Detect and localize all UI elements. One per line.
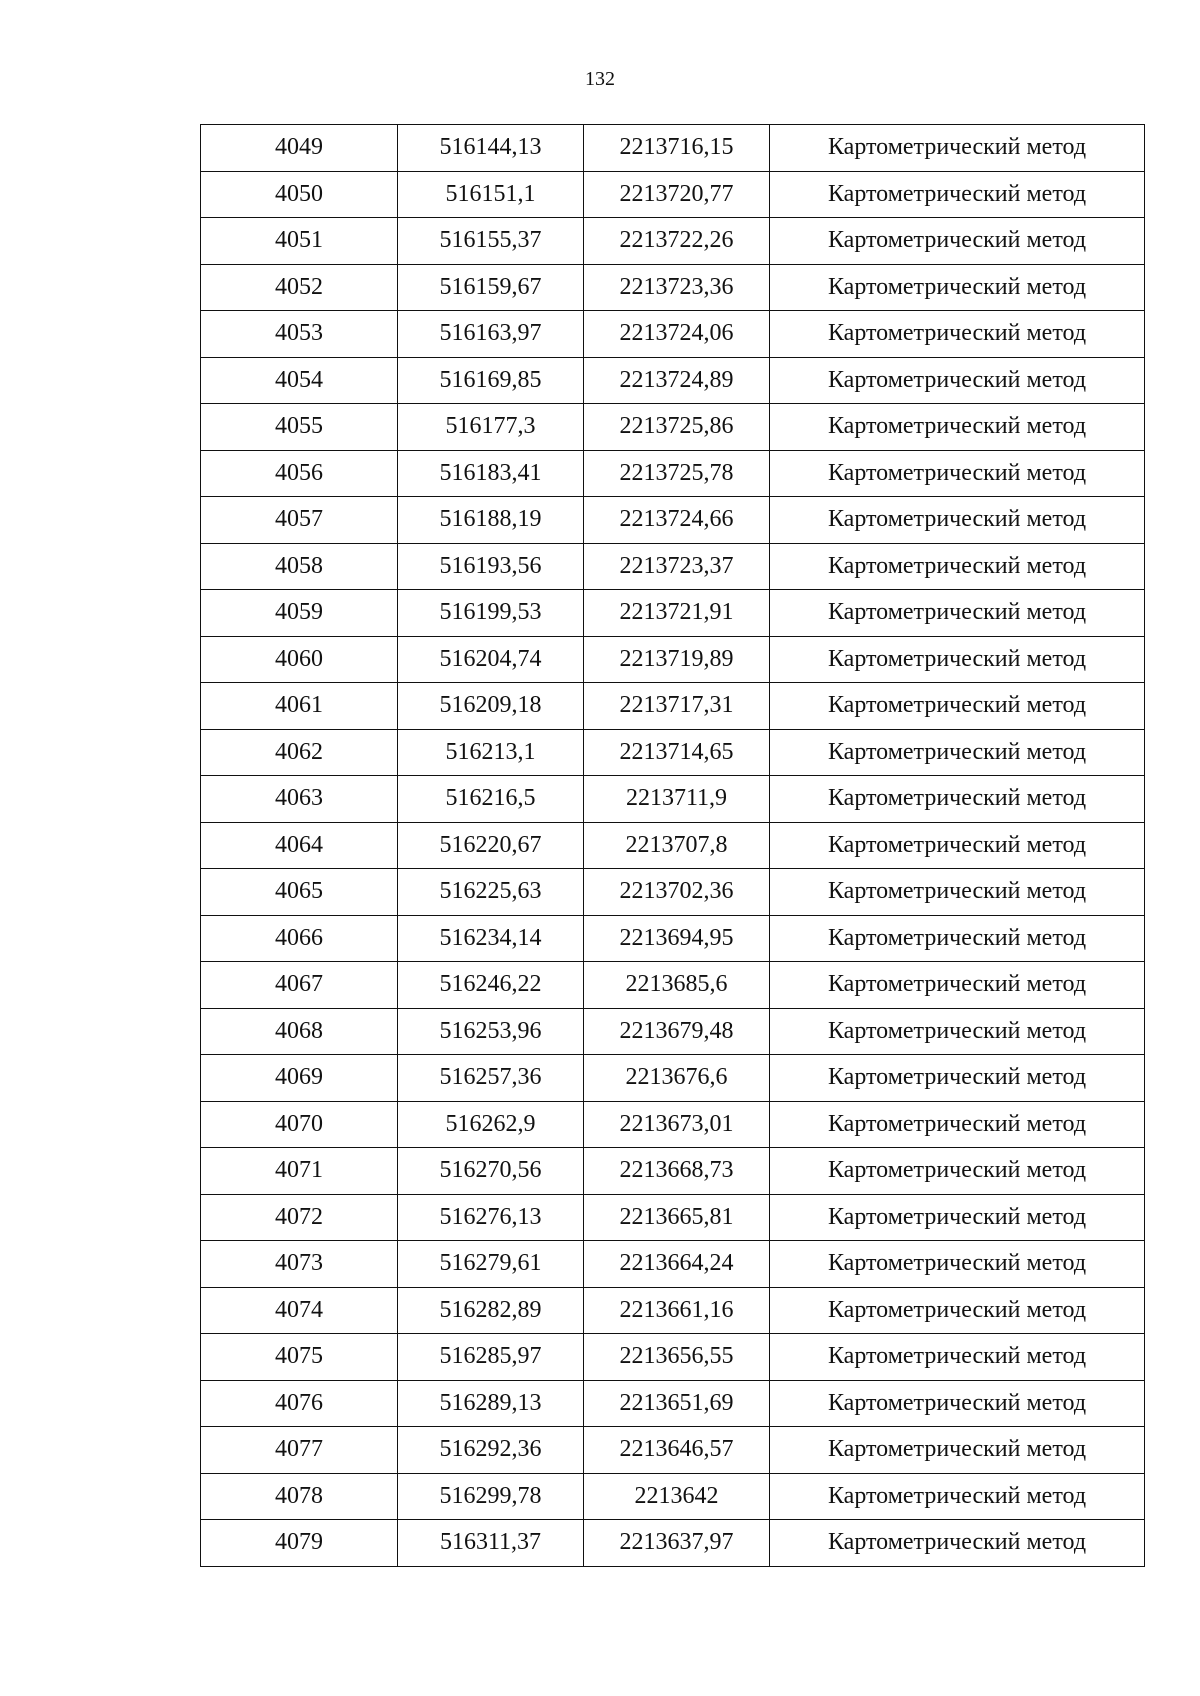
x-coordinate-cell: 516216,5 [398, 776, 584, 823]
y-coordinate-cell: 2213723,37 [584, 543, 770, 590]
table-row [201, 125, 1145, 172]
y-coordinate-cell: 2213723,36 [584, 264, 770, 311]
point-number-cell: 4062 [201, 729, 398, 776]
method-cell: Картометрический метод [770, 264, 1145, 311]
table-row [201, 962, 1145, 1009]
point-number-cell: 4075 [201, 1334, 398, 1381]
method-cell: Картометрический метод [770, 590, 1145, 637]
point-number-cell: 4070 [201, 1101, 398, 1148]
x-coordinate-cell: 516225,63 [398, 869, 584, 916]
y-coordinate-cell: 2213725,78 [584, 450, 770, 497]
method-cell: Картометрический метод [770, 311, 1145, 358]
y-coordinate-cell: 2213716,15 [584, 125, 770, 172]
x-coordinate-cell: 516270,56 [398, 1148, 584, 1195]
x-coordinate-cell: 516199,53 [398, 590, 584, 637]
table-row [201, 915, 1145, 962]
coordinates-table [200, 124, 1145, 1567]
point-number-cell: 4059 [201, 590, 398, 637]
method-cell: Картометрический метод [770, 125, 1145, 172]
x-coordinate-cell: 516209,18 [398, 683, 584, 730]
point-number-cell: 4057 [201, 497, 398, 544]
table-row [201, 1148, 1145, 1195]
y-coordinate-cell: 2213685,6 [584, 962, 770, 1009]
y-coordinate-cell: 2213725,86 [584, 404, 770, 451]
y-coordinate-cell: 2213722,26 [584, 218, 770, 265]
y-coordinate-cell: 2213651,69 [584, 1380, 770, 1427]
table-row [201, 1241, 1145, 1288]
x-coordinate-cell: 516262,9 [398, 1101, 584, 1148]
table-row [201, 683, 1145, 730]
point-number-cell: 4079 [201, 1520, 398, 1567]
y-coordinate-cell: 2213661,16 [584, 1287, 770, 1334]
y-coordinate-cell: 2213665,81 [584, 1194, 770, 1241]
method-cell: Картометрический метод [770, 729, 1145, 776]
x-coordinate-cell: 516188,19 [398, 497, 584, 544]
y-coordinate-cell: 2213707,8 [584, 822, 770, 869]
x-coordinate-cell: 516144,13 [398, 125, 584, 172]
table-row [201, 1194, 1145, 1241]
point-number-cell: 4060 [201, 636, 398, 683]
y-coordinate-cell: 2213646,57 [584, 1427, 770, 1474]
table-row [201, 497, 1145, 544]
method-cell: Картометрический метод [770, 1008, 1145, 1055]
y-coordinate-cell: 2213656,55 [584, 1334, 770, 1381]
x-coordinate-cell: 516177,3 [398, 404, 584, 451]
point-number-cell: 4056 [201, 450, 398, 497]
y-coordinate-cell: 2213679,48 [584, 1008, 770, 1055]
x-coordinate-cell: 516204,74 [398, 636, 584, 683]
table-row [201, 171, 1145, 218]
method-cell: Картометрический метод [770, 1520, 1145, 1567]
x-coordinate-cell: 516311,37 [398, 1520, 584, 1567]
x-coordinate-cell: 516213,1 [398, 729, 584, 776]
method-cell: Картометрический метод [770, 450, 1145, 497]
table-row [201, 1334, 1145, 1381]
point-number-cell: 4053 [201, 311, 398, 358]
point-number-cell: 4069 [201, 1055, 398, 1102]
point-number-cell: 4068 [201, 1008, 398, 1055]
point-number-cell: 4071 [201, 1148, 398, 1195]
point-number-cell: 4061 [201, 683, 398, 730]
y-coordinate-cell: 2213719,89 [584, 636, 770, 683]
table-row [201, 822, 1145, 869]
point-number-cell: 4050 [201, 171, 398, 218]
method-cell: Картометрический метод [770, 1241, 1145, 1288]
method-cell: Картометрический метод [770, 404, 1145, 451]
point-number-cell: 4051 [201, 218, 398, 265]
x-coordinate-cell: 516151,1 [398, 171, 584, 218]
x-coordinate-cell: 516279,61 [398, 1241, 584, 1288]
table-row [201, 311, 1145, 358]
table-row [201, 357, 1145, 404]
y-coordinate-cell: 2213721,91 [584, 590, 770, 637]
x-coordinate-cell: 516246,22 [398, 962, 584, 1009]
point-number-cell: 4065 [201, 869, 398, 916]
method-cell: Картометрический метод [770, 1287, 1145, 1334]
table-row [201, 590, 1145, 637]
y-coordinate-cell: 2213714,65 [584, 729, 770, 776]
table-row [201, 404, 1145, 451]
method-cell: Картометрический метод [770, 683, 1145, 730]
method-cell: Картометрический метод [770, 776, 1145, 823]
x-coordinate-cell: 516234,14 [398, 915, 584, 962]
method-cell: Картометрический метод [770, 497, 1145, 544]
y-coordinate-cell: 2213642 [584, 1473, 770, 1520]
y-coordinate-cell: 2213724,66 [584, 497, 770, 544]
x-coordinate-cell: 516193,56 [398, 543, 584, 590]
method-cell: Картометрический метод [770, 171, 1145, 218]
point-number-cell: 4073 [201, 1241, 398, 1288]
point-number-cell: 4072 [201, 1194, 398, 1241]
x-coordinate-cell: 516257,36 [398, 1055, 584, 1102]
table-row [201, 1427, 1145, 1474]
method-cell: Картометрический метод [770, 1194, 1145, 1241]
x-coordinate-cell: 516220,67 [398, 822, 584, 869]
method-cell: Картометрический метод [770, 1334, 1145, 1381]
point-number-cell: 4076 [201, 1380, 398, 1427]
table-row [201, 264, 1145, 311]
x-coordinate-cell: 516276,13 [398, 1194, 584, 1241]
table-row [201, 450, 1145, 497]
table-row [201, 218, 1145, 265]
x-coordinate-cell: 516163,97 [398, 311, 584, 358]
method-cell: Картометрический метод [770, 822, 1145, 869]
method-cell: Картометрический метод [770, 962, 1145, 1009]
method-cell: Картометрический метод [770, 1055, 1145, 1102]
point-number-cell: 4077 [201, 1427, 398, 1474]
x-coordinate-cell: 516289,13 [398, 1380, 584, 1427]
point-number-cell: 4049 [201, 125, 398, 172]
y-coordinate-cell: 2213724,89 [584, 357, 770, 404]
point-number-cell: 4074 [201, 1287, 398, 1334]
coordinates-table-container [200, 124, 1144, 1567]
point-number-cell: 4052 [201, 264, 398, 311]
x-coordinate-cell: 516282,89 [398, 1287, 584, 1334]
method-cell: Картометрический метод [770, 1380, 1145, 1427]
point-number-cell: 4058 [201, 543, 398, 590]
y-coordinate-cell: 2213711,9 [584, 776, 770, 823]
x-coordinate-cell: 516285,97 [398, 1334, 584, 1381]
method-cell: Картометрический метод [770, 915, 1145, 962]
table-row [201, 543, 1145, 590]
x-coordinate-cell: 516155,37 [398, 218, 584, 265]
y-coordinate-cell: 2213668,73 [584, 1148, 770, 1195]
point-number-cell: 4055 [201, 404, 398, 451]
method-cell: Картометрический метод [770, 1101, 1145, 1148]
point-number-cell: 4064 [201, 822, 398, 869]
table-row [201, 1008, 1145, 1055]
y-coordinate-cell: 2213637,97 [584, 1520, 770, 1567]
x-coordinate-cell: 516299,78 [398, 1473, 584, 1520]
y-coordinate-cell: 2213724,06 [584, 311, 770, 358]
method-cell: Картометрический метод [770, 218, 1145, 265]
method-cell: Картометрический метод [770, 869, 1145, 916]
x-coordinate-cell: 516169,85 [398, 357, 584, 404]
table-row [201, 1287, 1145, 1334]
y-coordinate-cell: 2213673,01 [584, 1101, 770, 1148]
method-cell: Картометрический метод [770, 1473, 1145, 1520]
point-number-cell: 4067 [201, 962, 398, 1009]
y-coordinate-cell: 2213717,31 [584, 683, 770, 730]
x-coordinate-cell: 516253,96 [398, 1008, 584, 1055]
method-cell: Картометрический метод [770, 1148, 1145, 1195]
y-coordinate-cell: 2213720,77 [584, 171, 770, 218]
page-number: 132 [585, 68, 615, 90]
table-row [201, 1101, 1145, 1148]
y-coordinate-cell: 2213702,36 [584, 869, 770, 916]
table-row [201, 1473, 1145, 1520]
y-coordinate-cell: 2213694,95 [584, 915, 770, 962]
method-cell: Картометрический метод [770, 636, 1145, 683]
table-row [201, 869, 1145, 916]
point-number-cell: 4078 [201, 1473, 398, 1520]
table-row [201, 636, 1145, 683]
y-coordinate-cell: 2213664,24 [584, 1241, 770, 1288]
point-number-cell: 4066 [201, 915, 398, 962]
method-cell: Картометрический метод [770, 1427, 1145, 1474]
method-cell: Картометрический метод [770, 543, 1145, 590]
point-number-cell: 4063 [201, 776, 398, 823]
y-coordinate-cell: 2213676,6 [584, 1055, 770, 1102]
coordinates-table-body [201, 125, 1145, 1567]
table-row [201, 1380, 1145, 1427]
x-coordinate-cell: 516292,36 [398, 1427, 584, 1474]
table-row [201, 729, 1145, 776]
table-row [201, 1520, 1145, 1567]
method-cell: Картометрический метод [770, 357, 1145, 404]
table-row [201, 1055, 1145, 1102]
x-coordinate-cell: 516183,41 [398, 450, 584, 497]
x-coordinate-cell: 516159,67 [398, 264, 584, 311]
point-number-cell: 4054 [201, 357, 398, 404]
table-row [201, 776, 1145, 823]
